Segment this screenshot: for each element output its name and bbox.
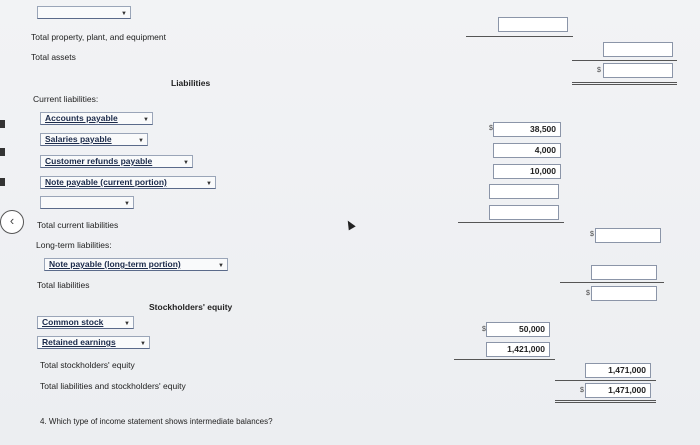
total-liab-equity-label: Total liabilities and stockholders' equity: [40, 381, 186, 391]
accounts-payable-dropdown[interactable]: Accounts payable ▼: [40, 112, 153, 125]
total-liabilities-label: Total liabilities: [37, 280, 90, 290]
chevron-down-icon: ▼: [218, 263, 224, 269]
total-ppe-input[interactable]: [498, 17, 568, 32]
accounts-payable-input[interactable]: 38,500: [493, 122, 561, 137]
total-equity-input[interactable]: 1,471,000: [585, 363, 651, 378]
total-current-liabilities-label: Total current liabilities: [37, 220, 119, 230]
total-liab-equity-input[interactable]: 1,471,000: [585, 383, 651, 398]
customer-refunds-input[interactable]: 10,000: [493, 164, 561, 179]
note-long-term-dropdown[interactable]: Note payable (long-term portion) ▼: [44, 258, 228, 271]
salaries-payable-input[interactable]: 4,000: [493, 143, 561, 158]
top-account-dropdown[interactable]: [37, 6, 131, 19]
common-stock-input[interactable]: 50,000: [486, 322, 550, 337]
customer-refunds-dropdown[interactable]: Customer refunds payable ▼: [40, 155, 193, 168]
equity-rule: [454, 359, 555, 360]
blank-current-input[interactable]: [489, 205, 559, 220]
chevron-down-icon: ▼: [138, 138, 144, 144]
retained-earnings-dropdown[interactable]: Retained earnings ▼: [37, 336, 150, 349]
total-assets-rule: [572, 60, 677, 61]
currency-sign: $: [590, 231, 594, 238]
left-edge-bar: [0, 120, 5, 128]
note-long-term-input[interactable]: [591, 265, 657, 280]
currency-sign: $: [586, 290, 590, 297]
total-equity-rule: [555, 380, 656, 381]
currency-sign: $: [580, 387, 584, 394]
liabilities-heading: Liabilities: [171, 78, 211, 88]
total-current-input[interactable]: [595, 228, 661, 243]
current-liabilities-label: Current liabilities:: [33, 94, 99, 104]
left-edge-bar: [0, 178, 5, 186]
currency-sign: $: [482, 326, 486, 333]
question-text: 4. Which type of income statement shows intermediate balances?: [40, 417, 273, 426]
total-assets-double-rule: [572, 82, 677, 85]
ppe-rule: [466, 36, 573, 37]
chevron-down-icon: ▼: [183, 160, 189, 166]
salaries-payable-dropdown[interactable]: Salaries payable ▼: [40, 133, 148, 146]
total-liab-equity-double-rule: [555, 400, 656, 403]
total-ppe-label: Total property, plant, and equipment: [31, 32, 166, 42]
total-assets-input-b[interactable]: [603, 63, 673, 78]
left-edge-bar: [0, 148, 5, 156]
chevron-down-icon: ▼: [121, 11, 127, 17]
long-term-liabilities-label: Long-term liabilities:: [36, 240, 112, 250]
currency-sign: $: [597, 67, 601, 74]
chevron-down-icon: ▼: [124, 201, 130, 207]
common-stock-dropdown[interactable]: Common stock ▼: [37, 316, 134, 329]
equity-heading: Stockholders' equity: [149, 302, 233, 312]
back-chevron-icon[interactable]: ‹: [0, 210, 24, 234]
note-current-dropdown[interactable]: Note payable (current portion) ▼: [40, 176, 216, 189]
retained-earnings-input[interactable]: 1,421,000: [486, 342, 550, 357]
pointer-cursor-icon: [344, 219, 355, 231]
total-equity-label: Total stockholders' equity: [40, 360, 135, 370]
note-current-input[interactable]: [489, 184, 559, 199]
total-assets-input-a[interactable]: [603, 42, 673, 57]
total-liabilities-input[interactable]: [591, 286, 657, 301]
chevron-down-icon: ▼: [140, 341, 146, 347]
total-assets-label: Total assets: [31, 52, 76, 62]
currency-sign: $: [489, 125, 493, 132]
chevron-down-icon: ▼: [206, 181, 212, 187]
long-term-rule: [560, 282, 664, 283]
chevron-down-icon: ▼: [124, 321, 130, 327]
blank-current-dropdown[interactable]: [40, 196, 134, 209]
chevron-down-icon: ▼: [143, 117, 149, 123]
current-liabilities-rule: [458, 222, 564, 223]
